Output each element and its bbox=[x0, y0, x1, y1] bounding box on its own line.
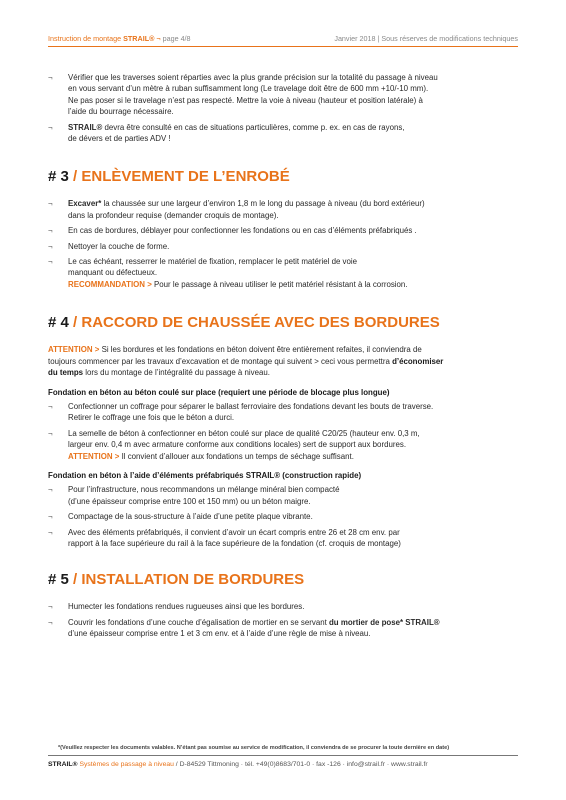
list-item bbox=[48, 122, 522, 145]
list-item bbox=[48, 72, 522, 118]
header-doc-type: Instruction de montage bbox=[48, 33, 122, 43]
subheading-cast-in-place: Fondation en béton au béton coulé sur place (requiert une période de blocage plus longue) bbox=[48, 387, 390, 397]
item-text: La semelle de béton à confectionner en béton coulé sur place de qualité C20/25 (hauteur env. 0,3 m, bbox=[68, 428, 420, 438]
item-text: largeur env. 0,4 m avec armature conforme aux conditions locales) sert de support aux bordures. bbox=[68, 440, 407, 450]
header-divider bbox=[48, 46, 518, 47]
intro-line: Ne pas poser si le travelage n’est pas respecté. Mettre la voie à niveau (hauteur et position latérale) à bbox=[68, 95, 423, 105]
item-text: Retirer le coffrage une fois que le béton a durci. bbox=[68, 413, 235, 423]
footnote: *(Veuillez respecter les documents valables. N’étant pas soumise au service de modification, il conviendra de se procurer la toute dernière en date) bbox=[58, 745, 450, 751]
list-item bbox=[48, 256, 522, 279]
item-text: Le cas échéant, resserrer le matériel de fixation, remplacer le petit matériel de voie bbox=[68, 257, 358, 267]
intro-text: de dévers et de parties ADV ! bbox=[68, 134, 171, 144]
section-slash: / bbox=[68, 314, 82, 332]
header-page-number: page 4/8 bbox=[162, 33, 191, 43]
paragraph-text: toujours commencer par les travaux d’excavation et de montage qui suivent > ceci vous permettra bbox=[48, 356, 393, 366]
bullet-marker: ¬ bbox=[48, 485, 53, 495]
strong-text: du mortier de pose* STRAIL® bbox=[328, 617, 440, 627]
item-text: Il convient d’allouer aux fondations un temps de séchage suffisant. bbox=[119, 451, 354, 461]
section-heading-5 bbox=[48, 571, 522, 589]
list-item bbox=[48, 401, 522, 424]
intro-line: l’aide du bourrage nécessaire. bbox=[68, 107, 174, 117]
attention-label: ATTENTION > bbox=[48, 345, 100, 355]
list-item bbox=[48, 617, 522, 640]
subheading-prefabricated: Fondation en béton à l’aide d’éléments préfabriqués STRAIL® (construction rapide) bbox=[48, 470, 362, 480]
header-right: Janvier 2018 | Sous réserves de modifications techniques bbox=[334, 33, 518, 43]
paragraph-text: Si les bordures et les fondations en béton doivent être entièrement refaites, il conviendra de bbox=[99, 345, 422, 355]
list-item bbox=[48, 511, 522, 522]
bullet-marker: ¬ bbox=[48, 226, 53, 236]
bullet-marker: ¬ bbox=[48, 617, 53, 627]
header-arrow: ¬ bbox=[156, 33, 161, 43]
attention-label: ATTENTION > bbox=[68, 451, 120, 461]
intro-text: devra être consulté en cas de situations particulières, comme p. ex. en cas de rayons, bbox=[102, 122, 405, 132]
strong-text: Excaver* bbox=[68, 199, 102, 209]
section-title: RACCORD DE CHAUSSÉE AVEC DES BORDURES bbox=[81, 314, 440, 332]
recommendation-note bbox=[48, 279, 522, 290]
list-item bbox=[48, 484, 522, 507]
item-text: Nettoyer la couche de forme. bbox=[68, 241, 170, 251]
item-text: Pour l’infrastructure, nous recommandons un mélange minéral bien compacté bbox=[68, 485, 340, 495]
bullet-marker: ¬ bbox=[48, 527, 53, 537]
item-text: dans la profondeur requise (demander croquis de montage). bbox=[68, 210, 279, 220]
brand-name: STRAIL® bbox=[68, 122, 103, 132]
section-number: # 5 bbox=[48, 571, 69, 589]
section-number: # 3 bbox=[48, 168, 69, 186]
page-content bbox=[48, 72, 522, 644]
bullet-marker: ¬ bbox=[48, 512, 53, 522]
list-item bbox=[48, 428, 522, 462]
bullet-marker: ¬ bbox=[48, 241, 53, 251]
footer-divider bbox=[48, 755, 518, 756]
paragraph-text: lors du montage de l’intégralité du passage à niveau. bbox=[83, 368, 270, 378]
list-item bbox=[48, 225, 522, 236]
bullet-marker: ¬ bbox=[48, 428, 53, 438]
footer-address: / D-84529 Tittmoning · tél. +49(0)8683/701-0 · fax -126 · info@strail.fr · www.strail.fr bbox=[173, 761, 428, 768]
section-number: # 4 bbox=[48, 314, 69, 332]
bullet-marker: ¬ bbox=[48, 602, 53, 612]
recommendation-label: RECOMMANDATION > bbox=[68, 279, 152, 289]
list-item bbox=[48, 601, 522, 612]
item-text: (d’une épaisseur comprise entre 100 et 150 mm) ou un béton maigre. bbox=[68, 496, 311, 506]
list-item bbox=[48, 527, 522, 550]
bullet-marker: ¬ bbox=[48, 199, 53, 209]
list-item bbox=[48, 198, 522, 221]
section-heading-4 bbox=[48, 314, 522, 332]
attention-paragraph bbox=[48, 344, 522, 378]
strong-text: d’économiser bbox=[392, 356, 444, 366]
bullet-marker: ¬ bbox=[48, 73, 53, 82]
bullet-marker: ¬ bbox=[48, 401, 53, 411]
item-text: Couvrir les fondations d’une couche d’égalisation de mortier en se servant bbox=[68, 617, 329, 627]
item-text: la chaussée sur une largeur d’environ 1,8 m le long du passage à niveau (du bord extérieur) bbox=[101, 199, 425, 209]
item-text: d’une épaisseur comprise entre 1 et 3 cm env. et à l’aide d’une règle de mise à niveau. bbox=[68, 629, 371, 639]
bullet-marker: ¬ bbox=[48, 122, 53, 132]
item-text: Confectionner un coffrage pour séparer le ballast ferroviaire des fondations devant les bouts de traverse. bbox=[68, 401, 434, 411]
item-text: Compactage de la sous-structure à l’aide d’une petite plaque vibrante. bbox=[68, 512, 313, 522]
section-heading-3 bbox=[48, 168, 522, 186]
item-text: Humecter les fondations rendues rugueuses ainsi que les bordures. bbox=[68, 602, 305, 612]
section-slash: / bbox=[68, 168, 82, 186]
item-text: rapport à la face supérieure du rail à la face supérieure de la fondation (cf. croquis de montage) bbox=[68, 538, 401, 548]
footer-tagline: Systèmes de passage à niveau bbox=[77, 761, 174, 768]
recommendation-text: Pour le passage à niveau utiliser le petit matériel résistant à la corrosion. bbox=[151, 279, 408, 289]
page-footer bbox=[48, 761, 428, 768]
header-brand: STRAIL® bbox=[123, 33, 155, 43]
intro-line: Vérifier que les traverses soient réparties avec la plus grande précision sur la totalité du passage à niveau bbox=[68, 73, 438, 82]
item-text: En cas de bordures, déblayer pour confectionner les fondations ou en cas d’éléments préfabriqués . bbox=[68, 226, 417, 236]
strong-text: du temps bbox=[48, 368, 84, 378]
item-text: manquant ou défectueux. bbox=[68, 268, 158, 278]
section-title: ENLÈVEMENT DE L’ENROBÉ bbox=[81, 168, 290, 186]
page-header bbox=[48, 31, 518, 45]
item-text: Avec des éléments préfabriqués, il convient d’avoir un écart compris entre 26 et 28 cm env. par bbox=[68, 527, 400, 537]
section-slash: / bbox=[68, 571, 82, 589]
intro-line: en vous servant d’un mètre à ruban suffisamment long (Le travelage doit être de 600 mm +10/-10 mm). bbox=[68, 84, 429, 94]
list-item bbox=[48, 241, 522, 252]
header-left bbox=[48, 34, 191, 43]
footer-brand: STRAIL® bbox=[48, 761, 78, 768]
section-title: INSTALLATION DE BORDURES bbox=[81, 571, 305, 589]
bullet-marker: ¬ bbox=[48, 257, 53, 267]
